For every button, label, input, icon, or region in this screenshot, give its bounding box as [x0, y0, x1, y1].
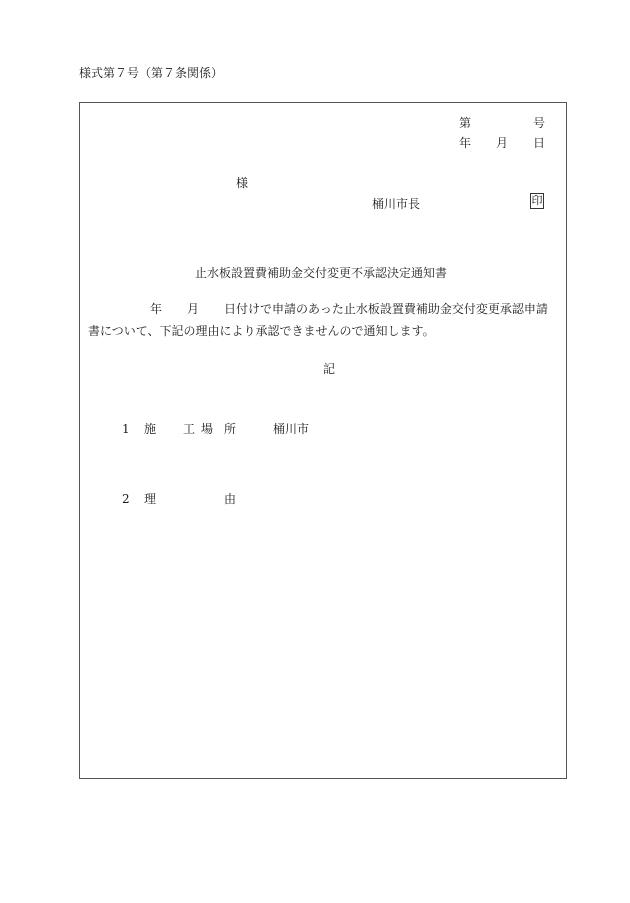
- body-line-1: 日付けで申請のあった止水板設置費補助金交付変更承認申請: [224, 302, 548, 316]
- item-2-label-char: 理: [144, 492, 157, 506]
- issuer-name: 桶川市長: [372, 197, 421, 211]
- item-2-number: 2: [122, 492, 130, 506]
- body-year: 年: [150, 302, 163, 316]
- seal-mark: 印: [531, 194, 543, 207]
- document-frame: [79, 102, 567, 779]
- number-suffix: 号: [533, 116, 546, 130]
- document-title: 止水板設置費補助金交付変更不承認決定通知書: [195, 266, 448, 280]
- item-1-number: 1: [122, 422, 130, 436]
- ki-heading: 記: [323, 362, 336, 376]
- item-1-label-char: 所: [224, 422, 237, 436]
- item-1-label-char: 施: [144, 422, 157, 436]
- date-day: 日: [533, 136, 546, 150]
- date-year: 年: [459, 136, 472, 150]
- form-label: 様式第７号（第７条関係）: [79, 66, 224, 80]
- item-1-value: 桶川市: [273, 422, 310, 436]
- addressee-suffix: 様: [236, 176, 249, 190]
- body-line-2: 書について、下記の理由により承認できませんので通知します。: [88, 324, 435, 338]
- number-prefix: 第: [459, 116, 472, 130]
- date-month: 月: [496, 136, 509, 150]
- item-1-label-char: 場: [201, 422, 214, 436]
- body-month: 月: [187, 302, 200, 316]
- item-1-label-char: 工: [183, 422, 196, 436]
- item-2-label-char: 由: [224, 492, 237, 506]
